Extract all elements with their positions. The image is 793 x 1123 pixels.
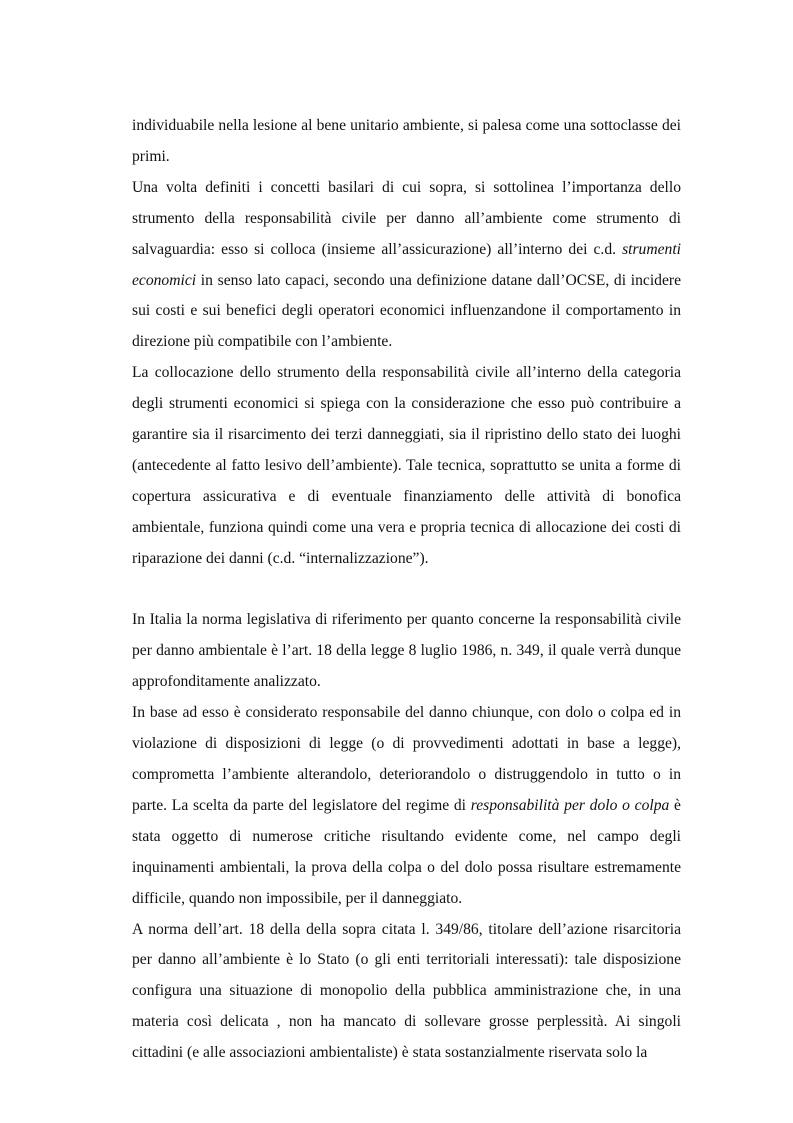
paragraph-2-text-end: in senso lato capaci, secondo una definizione datane dall’OCSE, di incidere sui costi e sui benefici degli operatori economici influenzandone il comportamento in direzione più compatibile con l’ambiente. (132, 271, 681, 351)
paragraph-3: La collocazione dello strumento della responsabilità civile all’interno della categoria degli strumenti economici si spiega con la considerazione che esso può contribuire a garantire sia il risarcimento dei terzi danneggiati, sia il ripristino dello stato dei luoghi (antecedente al fatto lesivo dell’ambiente). Tale tecnica, soprattutto se unita a forme di copertura assicurativa e di eventuale finanziamento delle attività di bonofica ambientale, funziona quindi come una vera e propria tecnica di allocazione dei costi di riparazione dei danni (c.d. “internalizzazione”). (132, 364, 681, 567)
paragraph-5-text-start: In base ad esso è considerato responsabile del danno chiunque, con dolo o colpa ed in violazione di disposizioni di legge (o di provvedimenti adottati in base a legge), comprometta l’ambiente alterandolo, deteriorandolo o distruggendolo in tutto o in parte. La scelta da parte del legislatore del regime di (132, 704, 681, 814)
paragraph-2-text-start: Una volta definiti i concetti basilari di cui sopra, si sottolinea l’importanza dello strumento della responsabilità civile per danno all’ambiente come strumento di salvaguardia: esso si colloca (insieme all’assicurazione) all’interno dei c.d. (132, 178, 681, 258)
paragraph-5 (132, 698, 681, 914)
paragraph-2-italic-term: strumenti economici (132, 240, 681, 289)
body-text (132, 111, 681, 1069)
paragraph-spacer (132, 575, 681, 606)
paragraph-5-italic-term: responsabilità per dolo o colpa (470, 796, 670, 814)
paragraph-6: A norma dell’art. 18 della della sopra citata l. 349/86, titolare dell’azione risarcitoria per danno all’ambiente è lo Stato (o gli enti territoriali interessati): tale disposizione configura una situazione di monopolio della pubblica amministrazione che, in una materia così delicata , non ha mancato di sollevare grosse perplessità. Ai singoli cittadini (e alle associazioni ambientaliste) è stata sostanzialmente riservata solo la (132, 920, 681, 1062)
paragraph-4: In Italia la norma legislativa di riferimento per quanto concerne la responsabilità civile per danno ambientale è l’art. 18 della legge 8 luglio 1986, n. 349, il quale verrà dunque approfonditamente analizzato. (132, 611, 681, 691)
paragraph-5-text-end: è stata oggetto di numerose critiche risultando evidente come, nel campo degli inquinamenti ambientali, la prova della colpa o del dolo possa risultare estremamente difficile, quando non impossibile, per il danneggiato. (132, 796, 681, 907)
paragraph-1: individuabile nella lesione al bene unitario ambiente, si palesa come una sottoclasse dei primi. (132, 117, 681, 165)
paragraph-2 (132, 173, 681, 358)
